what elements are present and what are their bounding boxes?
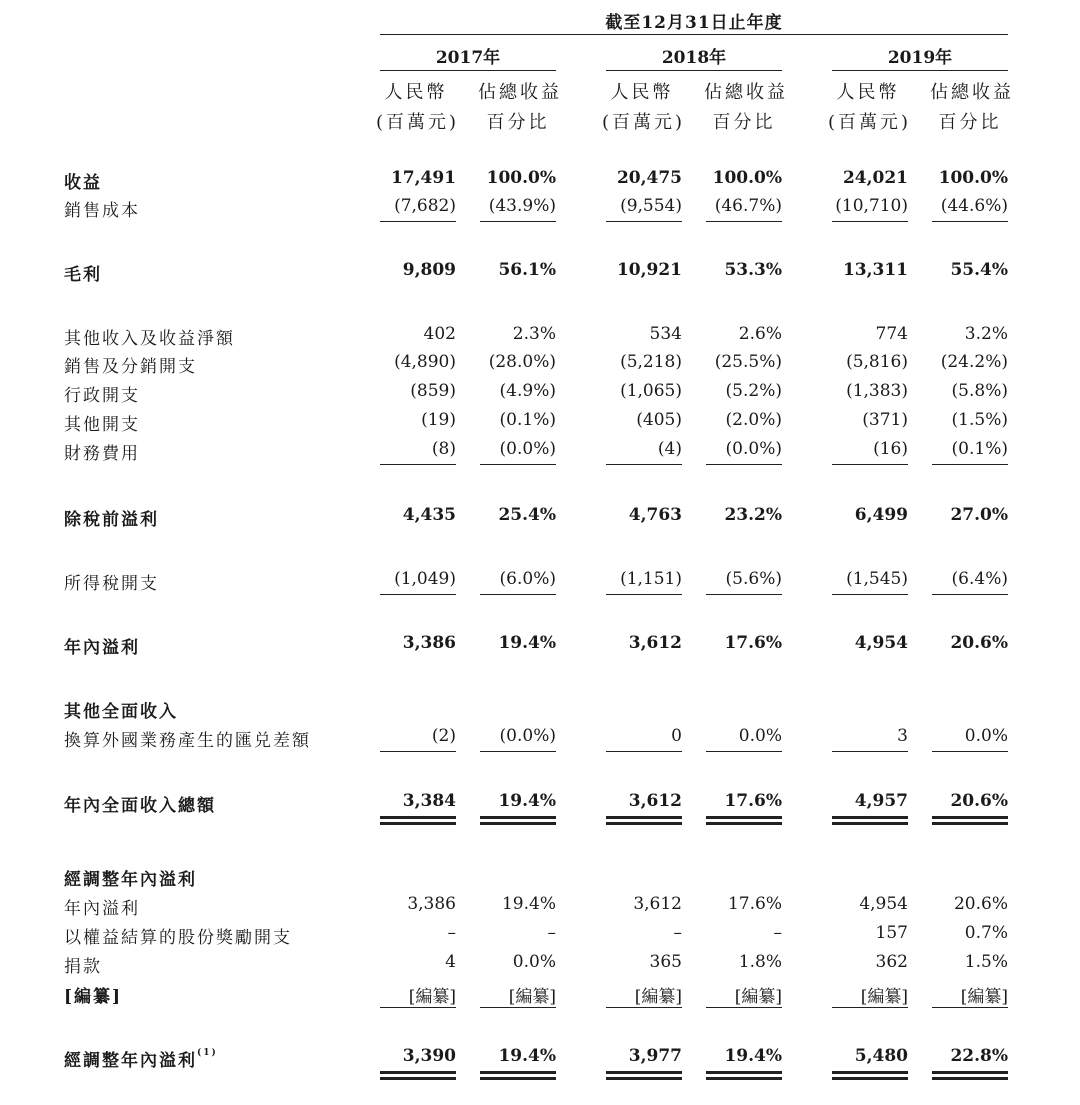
amount-cell: (8) [431, 439, 456, 459]
row-label-text: 收益 [64, 173, 102, 193]
percent-cell: 53.3% [724, 260, 782, 280]
subtotal-rule [380, 1007, 456, 1008]
row-label-text: 年內溢利 [64, 899, 140, 919]
amount-cell: 9,809 [402, 260, 456, 280]
row-label [64, 633, 140, 658]
amount-cell: 365 [649, 952, 682, 972]
percent-cell: 23.2% [724, 505, 782, 525]
percent-cell: (46.7%) [714, 196, 782, 216]
amount-cell: 3 [897, 726, 908, 746]
percent-heading: 佔總收益 [930, 82, 1014, 103]
year-2018-heading: 2018年 [661, 48, 727, 68]
percent-cell: (4.9%) [499, 381, 556, 401]
amount-cell: 3,384 [402, 791, 456, 811]
percent-cell: 20.6% [950, 791, 1008, 811]
total-double-rule [606, 1071, 682, 1074]
percent-cell: 2.6% [738, 324, 782, 344]
total-double-rule [606, 816, 682, 819]
percent-heading-2: 百分比 [712, 112, 776, 133]
percent-cell: 0.7% [964, 923, 1008, 943]
subtotal-rule [706, 1007, 782, 1008]
percent-cell: 27.0% [950, 505, 1008, 525]
amount-cell: 3,386 [402, 633, 456, 653]
row-label [64, 410, 140, 435]
total-double-rule [380, 1071, 456, 1074]
row-label [64, 791, 216, 816]
subtotal-rule [932, 464, 1008, 465]
subtotal-rule [932, 594, 1008, 595]
row-label [64, 952, 102, 977]
amount-cell: 13,311 [842, 260, 908, 280]
total-double-rule [706, 1071, 782, 1074]
amount-cell: 362 [875, 952, 908, 972]
subtotal-rule [380, 221, 456, 222]
total-double-rule [480, 816, 556, 819]
total-double-rule [932, 1071, 1008, 1074]
subtotal-rule [380, 594, 456, 595]
amount-cell: (16) [873, 439, 908, 459]
row-label-text: 年內溢利 [64, 638, 140, 658]
percent-cell: 17.6% [727, 894, 782, 914]
amount-cell: 3,386 [407, 894, 456, 914]
amount-cell: 3,977 [628, 1046, 682, 1066]
row-label-text: 所得稅開支 [64, 574, 159, 594]
amount-cell: 4,954 [859, 894, 908, 914]
subtotal-rule [832, 1007, 908, 1008]
amount-cell: 17,491 [390, 168, 456, 188]
total-double-rule [832, 1077, 908, 1080]
row-label [64, 1046, 218, 1071]
amount-cell: (1,545) [846, 569, 908, 589]
amount-cell: (1,065) [620, 381, 682, 401]
total-double-rule [380, 816, 456, 819]
total-double-rule [706, 822, 782, 825]
row-label [64, 894, 140, 919]
row-label [64, 569, 159, 594]
subtotal-rule [480, 594, 556, 595]
subtotal-rule [480, 1007, 556, 1008]
row-label-text: 銷售及分銷開支 [64, 357, 197, 377]
row-label-text: 以權益結算的股份獎勵開支 [64, 928, 292, 948]
percent-cell: 3.2% [964, 324, 1008, 344]
amount-cell: (5,816) [846, 352, 908, 372]
subtotal-rule [706, 751, 782, 752]
year-underline [606, 70, 782, 71]
currency-heading: 人民幣 [610, 82, 674, 103]
subtotal-rule [480, 751, 556, 752]
percent-cell: [編纂] [734, 987, 782, 1007]
row-label-text: 行政開支 [64, 386, 140, 406]
subtotal-rule [606, 594, 682, 595]
year-2017-heading: 2017年 [435, 48, 501, 68]
percent-cell: 17.6% [724, 633, 782, 653]
amount-cell: (859) [410, 381, 456, 401]
percent-cell: 100.0% [486, 168, 556, 188]
total-double-rule [480, 822, 556, 825]
year-2019-heading: 2019年 [887, 48, 953, 68]
percent-cell: 17.6% [724, 791, 782, 811]
total-double-rule [606, 822, 682, 825]
row-label-text: 經調整年內溢利 [64, 870, 197, 890]
amount-cell: (1,151) [620, 569, 682, 589]
row-label-text: 換算外國業務產生的匯兑差額 [64, 731, 311, 751]
amount-cell: (19) [421, 410, 456, 430]
amount-cell: (1,049) [394, 569, 456, 589]
total-double-rule [832, 822, 908, 825]
percent-cell: (0.0%) [499, 439, 556, 459]
row-label [64, 168, 102, 193]
percent-cell: (2.0%) [725, 410, 782, 430]
amount-cell: 157 [875, 923, 908, 943]
amount-cell: 10,921 [616, 260, 682, 280]
year-underline [380, 70, 556, 71]
amount-cell: [編纂] [408, 987, 456, 1007]
subtotal-rule [832, 594, 908, 595]
percent-cell: (6.0%) [499, 569, 556, 589]
row-label-text: 除稅前溢利 [64, 510, 159, 530]
amount-cell: (7,682) [394, 196, 456, 216]
year-underline [832, 70, 1008, 71]
amount-cell: (405) [636, 410, 682, 430]
row-label [64, 260, 102, 285]
percent-cell: (0.0%) [725, 439, 782, 459]
amount-cell: (1,383) [846, 381, 908, 401]
total-double-rule [932, 1077, 1008, 1080]
total-double-rule [380, 822, 456, 825]
row-label-text: 經調整年內溢利 [64, 1051, 197, 1071]
row-label [64, 697, 178, 722]
footnote-marker: (1) [197, 1048, 218, 1058]
percent-heading: 佔總收益 [478, 82, 562, 103]
unit-heading: (百萬元) [602, 112, 686, 133]
total-double-rule [932, 816, 1008, 819]
amount-cell: (10,710) [835, 196, 908, 216]
percent-cell: 25.4% [498, 505, 556, 525]
row-label-text: 財務費用 [64, 444, 140, 464]
amount-cell: 534 [649, 324, 682, 344]
subtotal-rule [480, 464, 556, 465]
subtotal-rule [606, 221, 682, 222]
total-double-rule [832, 816, 908, 819]
subtotal-rule [706, 221, 782, 222]
percent-cell: (25.5%) [714, 352, 782, 372]
amount-cell: 6,499 [854, 505, 908, 525]
percent-cell: – [773, 923, 782, 943]
percent-cell: (24.2%) [940, 352, 1008, 372]
amount-cell: 4,957 [854, 791, 908, 811]
amount-cell: (9,554) [620, 196, 682, 216]
subtotal-rule [380, 464, 456, 465]
percent-cell: (5.2%) [725, 381, 782, 401]
percent-cell: (43.9%) [488, 196, 556, 216]
period-underline [380, 34, 1008, 35]
percent-cell: 0.0% [512, 952, 556, 972]
row-label-text: 其他收入及收益淨額 [64, 329, 235, 349]
percent-cell: (6.4%) [951, 569, 1008, 589]
row-label [64, 726, 311, 751]
amount-cell: 24,021 [842, 168, 908, 188]
subtotal-rule [606, 464, 682, 465]
amount-cell: – [673, 923, 682, 943]
percent-cell: (5.6%) [725, 569, 782, 589]
currency-heading: 人民幣 [836, 82, 900, 103]
amount-cell: 4,435 [402, 505, 456, 525]
amount-cell: 774 [875, 324, 908, 344]
subtotal-rule [832, 221, 908, 222]
percent-cell: 0.0% [738, 726, 782, 746]
currency-heading: 人民幣 [384, 82, 448, 103]
percent-cell: (0.0%) [499, 726, 556, 746]
percent-cell: 1.8% [738, 952, 782, 972]
percent-cell: 1.5% [964, 952, 1008, 972]
amount-cell: 20,475 [616, 168, 682, 188]
percent-cell: 19.4% [724, 1046, 782, 1066]
amount-cell: [編纂] [634, 987, 682, 1007]
amount-cell: 4,954 [854, 633, 908, 653]
percent-cell: 55.4% [950, 260, 1008, 280]
amount-cell: 5,480 [854, 1046, 908, 1066]
subtotal-rule [832, 464, 908, 465]
amount-cell: 402 [423, 324, 456, 344]
percent-cell: 22.8% [950, 1046, 1008, 1066]
row-label [64, 324, 235, 349]
amount-cell: (5,218) [620, 352, 682, 372]
amount-cell: [編纂] [860, 987, 908, 1007]
amount-cell: (4,890) [394, 352, 456, 372]
percent-cell: 19.4% [498, 1046, 556, 1066]
percent-cell: 2.3% [512, 324, 556, 344]
percent-cell: 100.0% [938, 168, 1008, 188]
percent-cell: 0.0% [964, 726, 1008, 746]
total-double-rule [480, 1071, 556, 1074]
subtotal-rule [932, 221, 1008, 222]
percent-cell: (0.1%) [951, 439, 1008, 459]
row-label [64, 982, 122, 1007]
percent-cell: – [547, 923, 556, 943]
subtotal-rule [932, 1007, 1008, 1008]
period-heading: 截至12月31日止年度 [605, 13, 783, 33]
percent-cell: (0.1%) [499, 410, 556, 430]
percent-cell: (5.8%) [951, 381, 1008, 401]
row-label [64, 381, 140, 406]
subtotal-rule [832, 751, 908, 752]
row-label [64, 352, 197, 377]
row-label-text: 毛利 [64, 265, 102, 285]
total-double-rule [380, 1077, 456, 1080]
subtotal-rule [706, 464, 782, 465]
amount-cell: (371) [862, 410, 908, 430]
amount-cell: 3,390 [402, 1046, 456, 1066]
row-label [64, 865, 197, 890]
amount-cell: (4) [657, 439, 682, 459]
row-label-text: 年內全面收入總額 [64, 796, 216, 816]
unit-heading: (百萬元) [828, 112, 912, 133]
percent-cell: 56.1% [498, 260, 556, 280]
percent-heading-2: 百分比 [938, 112, 1002, 133]
row-label [64, 923, 292, 948]
percent-cell: (28.0%) [488, 352, 556, 372]
percent-cell: 19.4% [501, 894, 556, 914]
total-double-rule [706, 1077, 782, 1080]
amount-cell: 3,612 [633, 894, 682, 914]
subtotal-rule [480, 221, 556, 222]
amount-cell: 4 [445, 952, 456, 972]
percent-cell: 100.0% [712, 168, 782, 188]
percent-cell: 20.6% [950, 633, 1008, 653]
unit-heading: (百萬元) [376, 112, 460, 133]
row-label [64, 505, 159, 530]
row-label-text: 銷售成本 [64, 201, 140, 221]
percent-cell: 19.4% [498, 791, 556, 811]
row-label-text: [編纂] [64, 987, 123, 1007]
percent-cell: 20.6% [953, 894, 1008, 914]
row-label-text: 捐款 [64, 957, 102, 977]
subtotal-rule [380, 751, 456, 752]
total-double-rule [606, 1077, 682, 1080]
amount-cell: 3,612 [628, 791, 682, 811]
percent-heading-2: 百分比 [486, 112, 550, 133]
percent-cell: [編纂] [508, 987, 556, 1007]
total-double-rule [932, 822, 1008, 825]
amount-cell: – [447, 923, 456, 943]
total-double-rule [706, 816, 782, 819]
amount-cell: 0 [671, 726, 682, 746]
row-label [64, 196, 140, 221]
amount-cell: (2) [431, 726, 456, 746]
total-double-rule [832, 1071, 908, 1074]
percent-cell: [編纂] [960, 987, 1008, 1007]
subtotal-rule [706, 594, 782, 595]
amount-cell: 4,763 [628, 505, 682, 525]
percent-cell: (44.6%) [940, 196, 1008, 216]
subtotal-rule [606, 751, 682, 752]
row-label-text: 其他開支 [64, 415, 140, 435]
row-label-text: 其他全面收入 [64, 702, 178, 722]
percent-cell: (1.5%) [951, 410, 1008, 430]
amount-cell: 3,612 [628, 633, 682, 653]
subtotal-rule [932, 751, 1008, 752]
percent-heading: 佔總收益 [704, 82, 788, 103]
percent-cell: 19.4% [498, 633, 556, 653]
total-double-rule [480, 1077, 556, 1080]
row-label [64, 439, 140, 464]
subtotal-rule [606, 1007, 682, 1008]
